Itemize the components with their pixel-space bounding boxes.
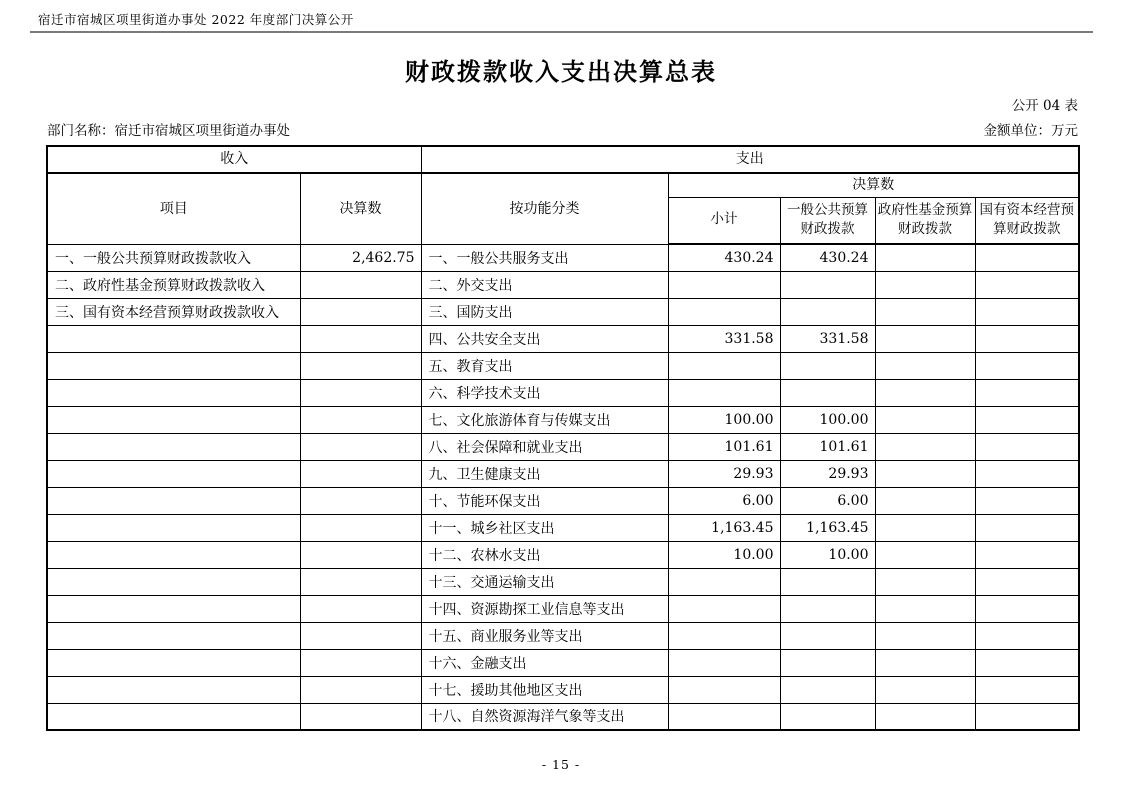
income-item-cell <box>47 433 300 460</box>
table-row <box>47 703 1079 730</box>
income-item-cell <box>47 703 300 730</box>
expense-general-cell <box>780 676 875 703</box>
expenditure-section-header: 支出 <box>421 146 1079 173</box>
expense-general-cell: 100.00 <box>780 406 875 433</box>
table-row <box>47 595 1079 622</box>
income-final-header: 决算数 <box>300 173 421 244</box>
expense-fund-cell <box>875 460 975 487</box>
amount-unit-label: 金额单位：万元 <box>983 123 1078 139</box>
expense-fund-cell <box>875 541 975 568</box>
income-item-cell <box>47 541 300 568</box>
table-header-row-groups <box>47 173 1079 197</box>
income-value-cell <box>300 271 421 298</box>
income-item-cell <box>47 622 300 649</box>
income-item-cell <box>47 676 300 703</box>
expense-capital-cell <box>975 244 1079 271</box>
expense-capital-cell <box>975 487 1079 514</box>
expense-subtotal-cell <box>668 568 780 595</box>
expense-item-cell: 十、节能环保支出 <box>421 487 668 514</box>
income-item-cell <box>47 649 300 676</box>
income-item-cell <box>47 406 300 433</box>
expense-item-cell: 十二、农林水支出 <box>421 541 668 568</box>
expense-general-cell <box>780 649 875 676</box>
expense-general-cell <box>780 352 875 379</box>
expense-general-cell: 430.24 <box>780 244 875 271</box>
income-value-cell: 2,462.75 <box>300 244 421 271</box>
expense-fund-cell <box>875 676 975 703</box>
expense-fund-cell <box>875 595 975 622</box>
header-divider-line <box>30 31 1093 33</box>
income-value-cell <box>300 487 421 514</box>
table-code-label: 公开 04 表 <box>1011 98 1078 114</box>
expense-general-cell <box>780 271 875 298</box>
income-item-cell <box>47 487 300 514</box>
expense-item-cell: 六、科学技术支出 <box>421 379 668 406</box>
expense-capital-cell <box>975 460 1079 487</box>
expense-subtotal-cell: 6.00 <box>668 487 780 514</box>
income-section-header: 收入 <box>47 146 421 173</box>
income-value-cell <box>300 622 421 649</box>
expense-item-cell: 十七、援助其他地区支出 <box>421 676 668 703</box>
expense-item-cell: 十三、交通运输支出 <box>421 568 668 595</box>
income-item-cell: 二、政府性基金预算财政拨款收入 <box>47 271 300 298</box>
expense-subtotal-cell <box>668 622 780 649</box>
expense-capital-cell <box>975 514 1079 541</box>
income-item-cell: 一、一般公共预算财政拨款收入 <box>47 244 300 271</box>
expense-general-cell: 1,163.45 <box>780 514 875 541</box>
expense-item-cell: 十八、自然资源海洋气象等支出 <box>421 703 668 730</box>
by-function-header: 按功能分类 <box>421 173 668 244</box>
expense-general-cell <box>780 568 875 595</box>
expense-fund-cell <box>875 649 975 676</box>
page-number: - 15 - <box>541 757 581 772</box>
expense-item-cell: 七、文化旅游体育与传媒支出 <box>421 406 668 433</box>
page-title: 财政拨款收入支出决算总表 <box>405 57 717 86</box>
expenditure-final-header: 决算数 <box>668 173 1079 197</box>
expense-item-cell: 十五、商业服务业等支出 <box>421 622 668 649</box>
government-fund-budget-header: 政府性基金预算财政拨款 <box>875 197 975 244</box>
expense-item-cell: 四、公共安全支出 <box>421 325 668 352</box>
expense-fund-cell <box>875 433 975 460</box>
expense-item-cell: 五、教育支出 <box>421 352 668 379</box>
expense-capital-cell <box>975 649 1079 676</box>
expense-subtotal-cell <box>668 271 780 298</box>
table-body <box>47 244 1079 730</box>
expense-capital-cell <box>975 406 1079 433</box>
income-value-cell <box>300 703 421 730</box>
income-item-header: 项目 <box>47 173 300 244</box>
expense-general-cell <box>780 622 875 649</box>
expense-subtotal-cell <box>668 676 780 703</box>
expense-fund-cell <box>875 487 975 514</box>
expense-general-cell <box>780 379 875 406</box>
expense-capital-cell <box>975 622 1079 649</box>
expense-subtotal-cell <box>668 379 780 406</box>
expense-capital-cell <box>975 379 1079 406</box>
expense-subtotal-cell <box>668 649 780 676</box>
income-value-cell <box>300 379 421 406</box>
income-value-cell <box>300 325 421 352</box>
expense-item-cell: 八、社会保障和就业支出 <box>421 433 668 460</box>
table-row <box>47 271 1079 298</box>
income-value-cell <box>300 541 421 568</box>
table-row <box>47 298 1079 325</box>
income-item-cell <box>47 595 300 622</box>
table-row <box>47 460 1079 487</box>
expense-capital-cell <box>975 433 1079 460</box>
expense-general-cell <box>780 595 875 622</box>
income-value-cell <box>300 460 421 487</box>
expense-fund-cell <box>875 352 975 379</box>
expense-general-cell: 101.61 <box>780 433 875 460</box>
table-row <box>47 649 1079 676</box>
income-item-cell <box>47 568 300 595</box>
expense-subtotal-cell: 331.58 <box>668 325 780 352</box>
expense-item-cell: 二、外交支出 <box>421 271 668 298</box>
table-row <box>47 622 1079 649</box>
expense-subtotal-cell: 100.00 <box>668 406 780 433</box>
income-value-cell <box>300 568 421 595</box>
expense-capital-cell <box>975 595 1079 622</box>
income-value-cell <box>300 676 421 703</box>
state-capital-budget-header: 国有资本经营预算财政拨款 <box>975 197 1079 244</box>
expense-fund-cell <box>875 406 975 433</box>
table-row <box>47 352 1079 379</box>
expense-capital-cell <box>975 676 1079 703</box>
table-row <box>47 514 1079 541</box>
table-row <box>47 379 1079 406</box>
expense-subtotal-cell: 10.00 <box>668 541 780 568</box>
expense-subtotal-cell: 1,163.45 <box>668 514 780 541</box>
expense-capital-cell <box>975 352 1079 379</box>
expense-capital-cell <box>975 541 1079 568</box>
expense-item-cell: 九、卫生健康支出 <box>421 460 668 487</box>
income-item-cell <box>47 514 300 541</box>
expense-general-cell: 29.93 <box>780 460 875 487</box>
expense-fund-cell <box>875 298 975 325</box>
expense-fund-cell <box>875 703 975 730</box>
expense-item-cell: 十一、城乡社区支出 <box>421 514 668 541</box>
expense-capital-cell <box>975 271 1079 298</box>
expense-fund-cell <box>875 379 975 406</box>
expense-fund-cell <box>875 325 975 352</box>
expense-item-cell: 十六、金融支出 <box>421 649 668 676</box>
expense-capital-cell <box>975 568 1079 595</box>
table-header-row-sections <box>47 146 1079 173</box>
table-row <box>47 541 1079 568</box>
expense-subtotal-cell <box>668 595 780 622</box>
income-item-cell <box>47 460 300 487</box>
expense-subtotal-cell <box>668 298 780 325</box>
expense-general-cell: 331.58 <box>780 325 875 352</box>
expense-fund-cell <box>875 271 975 298</box>
income-value-cell <box>300 352 421 379</box>
table-row <box>47 676 1079 703</box>
income-item-cell <box>47 325 300 352</box>
income-item-cell: 三、国有资本经营预算财政拨款收入 <box>47 298 300 325</box>
table-row <box>47 325 1079 352</box>
document-header-text: 宿迁市宿城区项里街道办事处 2022 年度部门决算公开 <box>38 12 354 27</box>
expense-fund-cell <box>875 244 975 271</box>
income-item-cell <box>47 379 300 406</box>
table-row <box>47 487 1079 514</box>
expense-subtotal-cell <box>668 352 780 379</box>
subtotal-header: 小计 <box>668 197 780 244</box>
expense-item-cell: 一、一般公共服务支出 <box>421 244 668 271</box>
general-public-budget-header: 一般公共预算财政拨款 <box>780 197 875 244</box>
table-row <box>47 406 1079 433</box>
expense-item-cell: 十四、资源勘探工业信息等支出 <box>421 595 668 622</box>
expense-general-cell <box>780 298 875 325</box>
expense-capital-cell <box>975 298 1079 325</box>
expense-capital-cell <box>975 703 1079 730</box>
department-name-label: 部门名称：宿迁市宿城区项里街道办事处 <box>47 123 290 139</box>
income-value-cell <box>300 649 421 676</box>
income-value-cell <box>300 514 421 541</box>
income-value-cell <box>300 595 421 622</box>
table-row <box>47 244 1079 271</box>
table-row <box>47 568 1079 595</box>
income-item-cell <box>47 352 300 379</box>
expense-item-cell: 三、国防支出 <box>421 298 668 325</box>
expense-general-cell: 6.00 <box>780 487 875 514</box>
table-row <box>47 433 1079 460</box>
expense-subtotal-cell <box>668 703 780 730</box>
budget-summary-table <box>46 145 1080 731</box>
table-meta-row <box>47 119 1078 139</box>
expense-subtotal-cell: 101.61 <box>668 433 780 460</box>
expense-subtotal-cell: 430.24 <box>668 244 780 271</box>
expense-fund-cell <box>875 514 975 541</box>
expense-subtotal-cell: 29.93 <box>668 460 780 487</box>
expense-general-cell: 10.00 <box>780 541 875 568</box>
expense-general-cell <box>780 703 875 730</box>
income-value-cell <box>300 298 421 325</box>
income-value-cell <box>300 406 421 433</box>
income-value-cell <box>300 433 421 460</box>
expense-capital-cell <box>975 325 1079 352</box>
expense-fund-cell <box>875 568 975 595</box>
expense-fund-cell <box>875 622 975 649</box>
